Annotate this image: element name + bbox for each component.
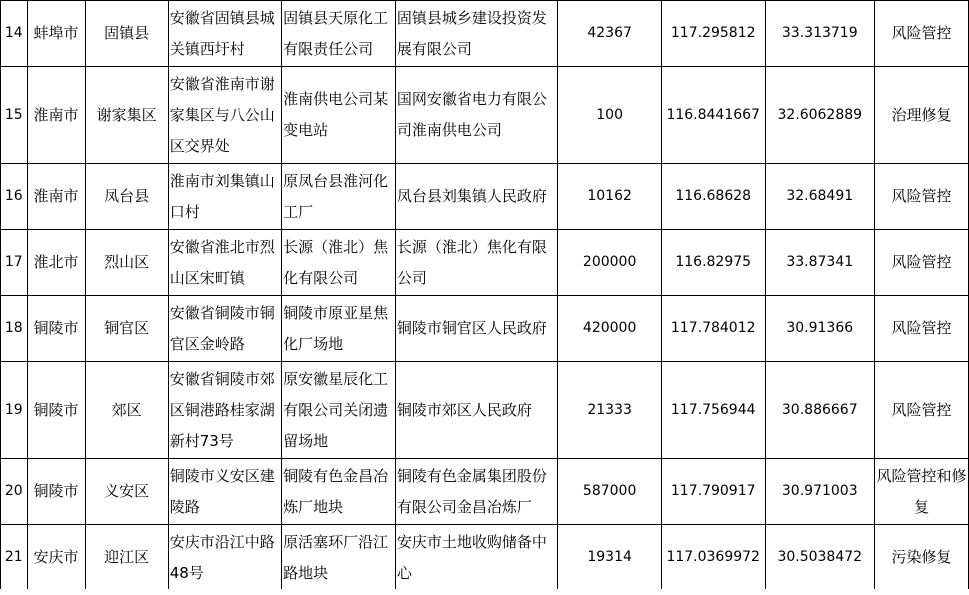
- cell-county: 义安区: [85, 459, 168, 525]
- cell-city: 铜陵市: [27, 362, 85, 459]
- cell-site-name: 长源（淮北）焦化有限公司: [282, 230, 396, 296]
- cell-index: 17: [1, 230, 28, 296]
- cell-address: 安徽省铜陵市郊区铜港路桂家湖新村73号: [168, 362, 281, 459]
- table-row: [1, 459, 969, 525]
- bottom-crop-edge: [0, 589, 969, 595]
- cell-site-name: 固镇县天原化工有限责任公司: [282, 1, 396, 67]
- cell-owner: 铜陵市铜官区人民政府: [395, 296, 557, 362]
- cell-longitude: 117.784012: [661, 296, 765, 362]
- cell-address: 安徽省淮南市谢家集区与八公山区交界处: [168, 67, 281, 164]
- cell-area: 42367: [558, 1, 662, 67]
- cell-latitude: 30.886667: [765, 362, 874, 459]
- cell-longitude: 117.295812: [661, 1, 765, 67]
- cell-site-name: 原活塞环厂沿江路地块: [282, 525, 396, 591]
- cell-owner: 国网安徽省电力有限公司淮南供电公司: [395, 67, 557, 164]
- cell-county: 铜官区: [85, 296, 168, 362]
- cell-owner: 固镇县城乡建设投资发展有限公司: [395, 1, 557, 67]
- cell-area: 10162: [558, 164, 662, 230]
- cell-area: 420000: [558, 296, 662, 362]
- cell-latitude: 32.68491: [765, 164, 874, 230]
- cell-county: 谢家集区: [85, 67, 168, 164]
- cell-index: 14: [1, 1, 28, 67]
- cell-measure: 风险管控: [874, 1, 968, 67]
- cell-measure: 风险管控: [874, 296, 968, 362]
- cell-area: 21333: [558, 362, 662, 459]
- cell-latitude: 30.971003: [765, 459, 874, 525]
- cell-site-name: 淮南供电公司某变电站: [282, 67, 396, 164]
- cell-latitude: 33.87341: [765, 230, 874, 296]
- table-row: [1, 1, 969, 67]
- cell-index: 21: [1, 525, 28, 591]
- cell-owner: 长源（淮北）焦化有限公司: [395, 230, 557, 296]
- cell-owner: 凤台县刘集镇人民政府: [395, 164, 557, 230]
- cell-index: 15: [1, 67, 28, 164]
- cell-index: 16: [1, 164, 28, 230]
- cell-county: 烈山区: [85, 230, 168, 296]
- cell-area: 100: [558, 67, 662, 164]
- cell-site-name: 原安徽星辰化工有限公司关闭遗留场地: [282, 362, 396, 459]
- cell-address: 安徽省铜陵市铜官区金岭路: [168, 296, 281, 362]
- cell-measure: 风险管控: [874, 164, 968, 230]
- cell-address: 淮南市刘集镇山口村: [168, 164, 281, 230]
- table-row: [1, 164, 969, 230]
- cell-latitude: 33.313719: [765, 1, 874, 67]
- cell-city: 蚌埠市: [27, 1, 85, 67]
- cell-city: 安庆市: [27, 525, 85, 591]
- cell-county: 迎江区: [85, 525, 168, 591]
- cell-latitude: 30.5038472: [765, 525, 874, 591]
- cell-address: 铜陵市义安区建陵路: [168, 459, 281, 525]
- cell-county: 固镇县: [85, 1, 168, 67]
- cell-address: 安徽省淮北市烈山区宋町镇: [168, 230, 281, 296]
- cell-latitude: 30.91366: [765, 296, 874, 362]
- cell-city: 淮北市: [27, 230, 85, 296]
- cell-index: 18: [1, 296, 28, 362]
- cell-site-name: 铜陵市原亚星焦化厂场地: [282, 296, 396, 362]
- cell-site-name: 铜陵有色金昌冶炼厂地块: [282, 459, 396, 525]
- cell-index: 20: [1, 459, 28, 525]
- cell-longitude: 117.0369972: [661, 525, 765, 591]
- cell-measure: 风险管控: [874, 230, 968, 296]
- cell-owner: 安庆市土地收购储备中心: [395, 525, 557, 591]
- table-row: [1, 230, 969, 296]
- cell-site-name: 原凤台县淮河化工厂: [282, 164, 396, 230]
- table-row: [1, 362, 969, 459]
- cell-county: 凤台县: [85, 164, 168, 230]
- cell-index: 19: [1, 362, 28, 459]
- cell-longitude: 116.68628: [661, 164, 765, 230]
- cell-address: 安庆市沿江中路48号: [168, 525, 281, 591]
- cell-longitude: 116.82975: [661, 230, 765, 296]
- cell-longitude: 117.756944: [661, 362, 765, 459]
- cell-area: 200000: [558, 230, 662, 296]
- cell-longitude: 117.790917: [661, 459, 765, 525]
- cell-city: 铜陵市: [27, 459, 85, 525]
- cell-city: 铜陵市: [27, 296, 85, 362]
- cell-measure: 风险管控和修复: [874, 459, 968, 525]
- table-row: [1, 296, 969, 362]
- cell-area: 19314: [558, 525, 662, 591]
- cell-longitude: 116.8441667: [661, 67, 765, 164]
- table-row: [1, 67, 969, 164]
- cell-measure: 治理修复: [874, 67, 968, 164]
- cell-city: 淮南市: [27, 164, 85, 230]
- cell-latitude: 32.6062889: [765, 67, 874, 164]
- cell-county: 郊区: [85, 362, 168, 459]
- cell-address: 安徽省固镇县城关镇西圩村: [168, 1, 281, 67]
- cell-owner: 铜陵市郊区人民政府: [395, 362, 557, 459]
- table-row: [1, 525, 969, 591]
- cell-measure: 风险管控: [874, 362, 968, 459]
- cell-measure: 污染修复: [874, 525, 968, 591]
- cell-city: 淮南市: [27, 67, 85, 164]
- cell-area: 587000: [558, 459, 662, 525]
- cell-owner: 铜陵有色金属集团股份有限公司金昌冶炼厂: [395, 459, 557, 525]
